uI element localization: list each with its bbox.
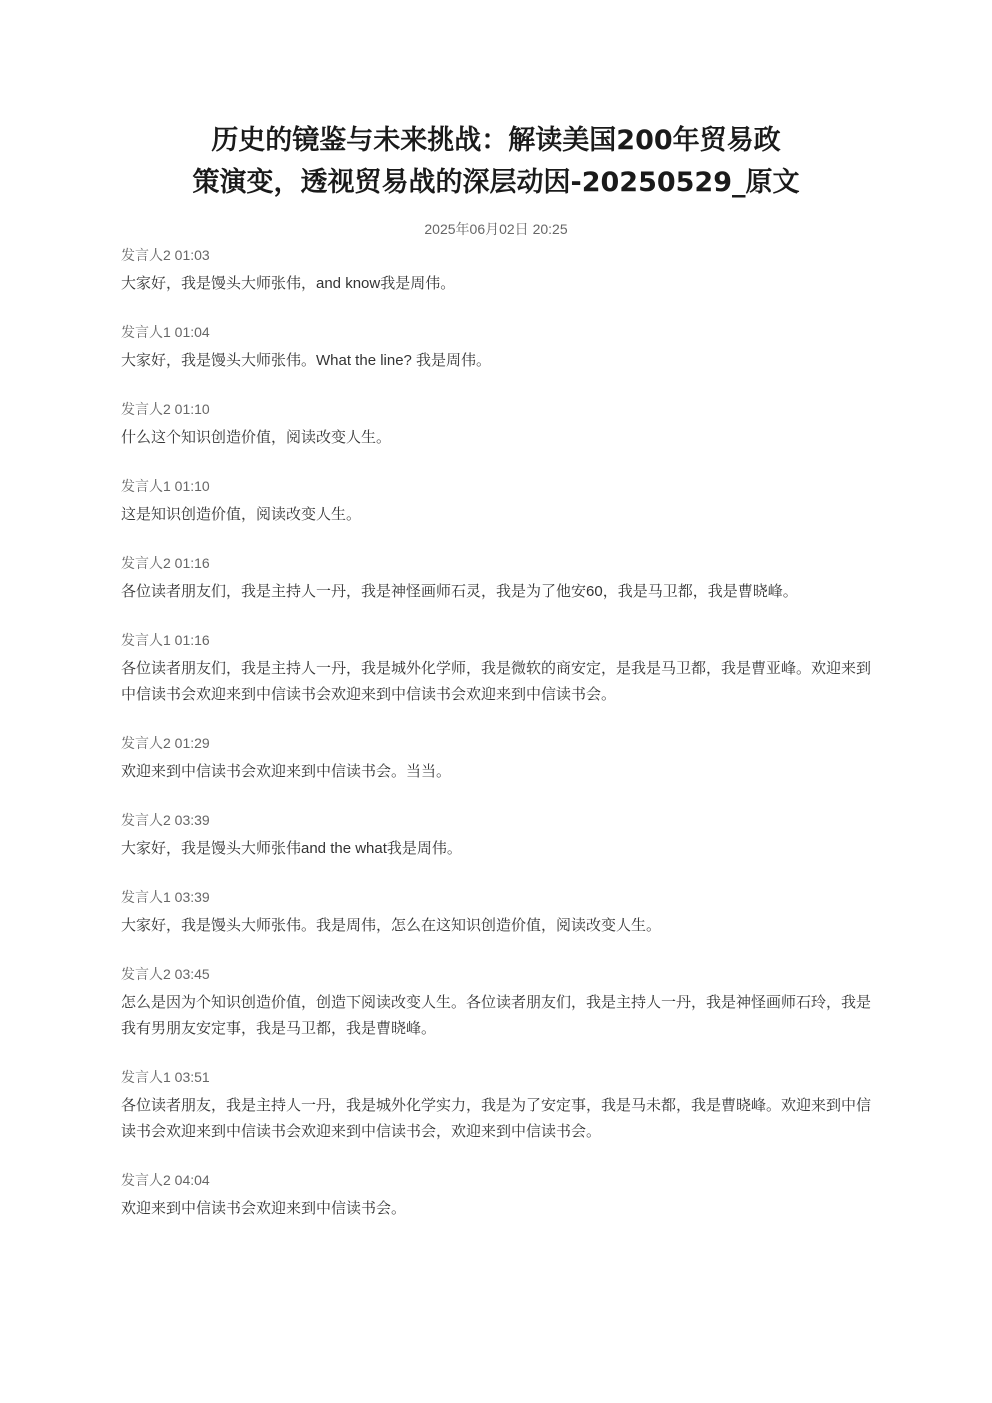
speaker-timestamp: 发言人2 01:16 — [121, 555, 210, 571]
speaker-timestamp: 发言人2 03:39 — [121, 812, 210, 828]
transcript-entry — [121, 733, 873, 785]
speech-text: 各位读者朋友，我是主持人一丹，我是城外化学实力，我是为了安定事，我是马未都，我是曹晓峰。欢迎来到中信读书会欢迎来到中信读书会欢迎来到中信读书会，欢迎来到中信读书会。 — [121, 1097, 872, 1140]
speech-text: 大家好，我是馒头大师张伟。What the line? 我是周伟。 — [121, 352, 492, 369]
speech-text: 各位读者朋友们，我是主持人一丹，我是城外化学师，我是微软的商安定，是我是马卫都，我是曹亚峰。欢迎来到中信读书会欢迎来到中信读书会欢迎来到中信读书会欢迎来到中信读书会。 — [121, 660, 872, 703]
speech-text: 这是知识创造价值，阅读改变人生。 — [121, 506, 362, 523]
transcript-entry — [121, 399, 873, 451]
title-line-1: 历史的镜鉴与未来挑战：解读美国200年贸易政 — [211, 125, 781, 156]
speech-text: 大家好，我是馒头大师张伟，and know我是周伟。 — [121, 275, 456, 292]
speech-text: 各位读者朋友们，我是主持人一丹，我是神怪画师石灵，我是为了他安60，我是马卫都，我是曹晓峰。 — [121, 583, 798, 600]
speaker-timestamp: 发言人2 01:29 — [121, 735, 210, 751]
transcript-entry — [121, 630, 873, 708]
speaker-timestamp: 发言人2 03:45 — [121, 966, 210, 982]
transcript-entry — [121, 1067, 873, 1145]
transcript-entry — [121, 245, 873, 297]
transcript-entry — [121, 322, 873, 374]
speech-text: 大家好，我是馒头大师张伟。我是周伟，怎么在这知识创造价值，阅读改变人生。 — [121, 917, 662, 934]
transcript-entry — [121, 887, 873, 939]
speech-text: 怎么是因为个知识创造价值，创造下阅读改变人生。各位读者朋友们，我是主持人一丹，我是神怪画师石玲，我是我有男朋友安定事，我是马卫都，我是曹晓峰。 — [121, 994, 872, 1037]
publish-date: 2025年06月02日 20:25 — [424, 221, 568, 237]
speaker-timestamp: 发言人1 01:16 — [121, 632, 210, 648]
title-line-2: 策演变，透视贸易战的深层动因-20250529_原文 — [192, 167, 800, 198]
speaker-timestamp: 发言人1 03:51 — [121, 1069, 210, 1085]
speaker-timestamp: 发言人2 01:03 — [121, 247, 210, 263]
transcript-entry — [121, 964, 873, 1042]
transcript-entry — [121, 1170, 873, 1222]
speaker-timestamp: 发言人1 01:10 — [121, 478, 210, 494]
speaker-timestamp: 发言人1 03:39 — [121, 889, 210, 905]
transcript-entry — [121, 476, 873, 528]
speech-text: 欢迎来到中信读书会欢迎来到中信读书会。当当。 — [121, 763, 452, 780]
speech-text: 什么这个知识创造价值，阅读改变人生。 — [121, 429, 392, 446]
speaker-timestamp: 发言人2 04:04 — [121, 1172, 210, 1188]
speech-text: 欢迎来到中信读书会欢迎来到中信读书会。 — [121, 1200, 407, 1217]
page-title — [160, 120, 832, 204]
speaker-timestamp: 发言人1 01:04 — [121, 324, 210, 340]
transcript-entry — [121, 810, 873, 862]
speech-text: 大家好，我是馒头大师张伟and the what我是周伟。 — [121, 840, 462, 857]
transcript — [121, 245, 873, 1247]
speaker-timestamp: 发言人2 01:10 — [121, 401, 210, 417]
transcript-entry — [121, 553, 873, 605]
